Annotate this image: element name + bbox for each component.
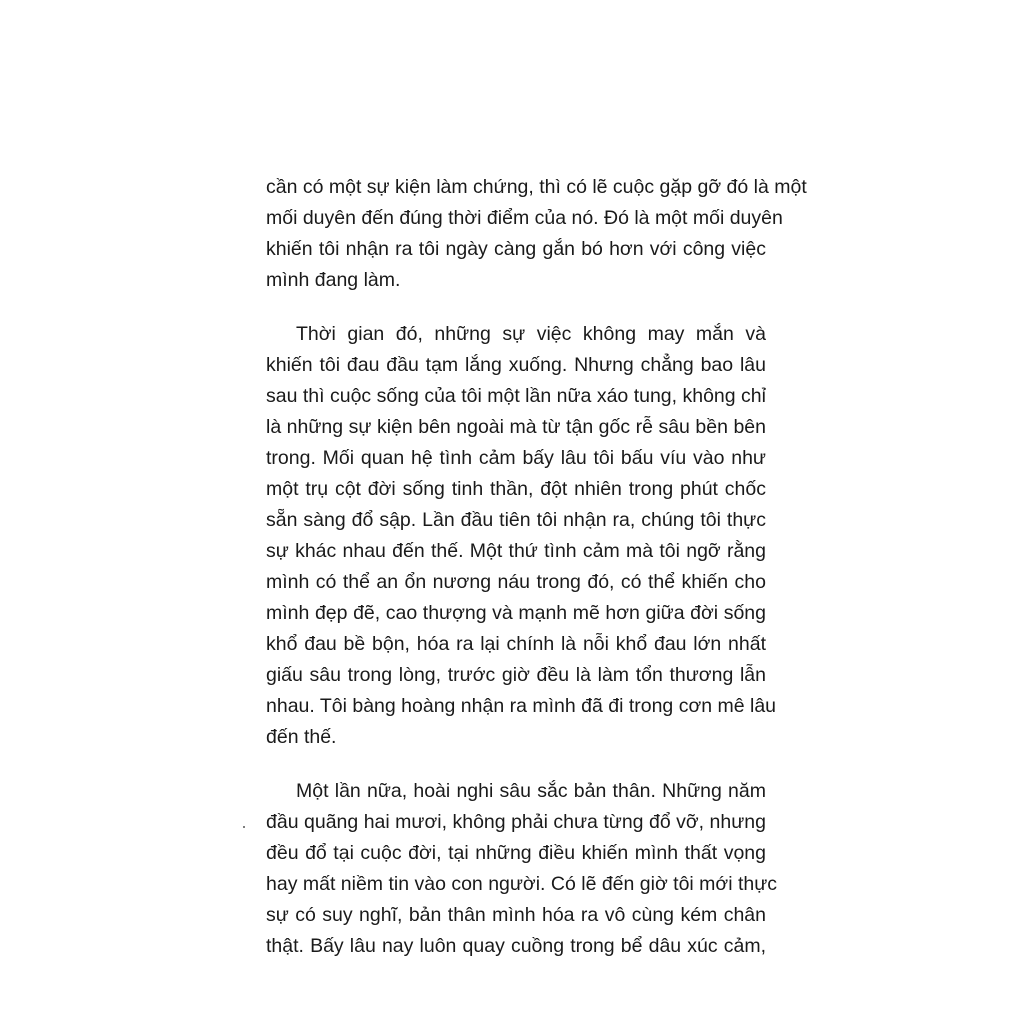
- text-line: trong. Mối quan hệ tình cảm bấy lâu tôi bấu víu vào như: [266, 447, 766, 469]
- text-line: đến thế.: [266, 726, 337, 748]
- text-line: mình có thể an ổn nương náu trong đó, có thể khiến cho: [266, 571, 766, 593]
- paragraph-gap: [266, 753, 766, 776]
- text-line: Một lần nữa, hoài nghi sâu sắc bản thân. Những năm: [296, 780, 766, 802]
- paragraph-3: [266, 776, 778, 962]
- paragraph-1: [266, 172, 807, 296]
- paragraph-2: [266, 319, 777, 753]
- text-line: mình đẹp đẽ, cao thượng và mạnh mẽ hơn giữa đời sống: [266, 602, 766, 624]
- text-line: nhau. Tôi bàng hoàng nhận ra mình đã đi trong cơn mê lâu: [266, 695, 777, 717]
- text-line: hay mất niềm tin vào con người. Có lẽ đến giờ tôi mới thực: [266, 873, 778, 895]
- paper-speck: [243, 826, 245, 828]
- text-line: mối duyên đến đúng thời điểm của nó. Đó là một mối duyên: [266, 207, 783, 229]
- body-text: [266, 172, 807, 962]
- text-line: giấu sâu trong lòng, trước giờ đều là làm tổn thương lẫn: [266, 664, 766, 686]
- text-line: sự khác nhau đến thế. Một thứ tình cảm mà tôi ngỡ rằng: [266, 540, 766, 562]
- text-line: cần có một sự kiện làm chứng, thì có lẽ cuộc gặp gỡ đó là một: [266, 176, 807, 198]
- text-line: đầu quãng hai mươi, không phải chưa từng đổ vỡ, nhưng: [266, 811, 766, 833]
- text-line: mình đang làm.: [266, 269, 401, 291]
- text-line: khiến tôi đau đầu tạm lắng xuống. Nhưng chẳng bao lâu: [266, 354, 766, 376]
- text-line: sau thì cuộc sống của tôi một lần nữa xáo tung, không chỉ: [266, 385, 766, 407]
- text-line: sự có suy nghĩ, bản thân mình hóa ra vô cùng kém chân: [266, 904, 766, 926]
- text-line: Thời gian đó, những sự việc không may mắn và: [296, 323, 766, 345]
- text-line: đều đổ tại cuộc đời, tại những điều khiến mình thất vọng: [266, 842, 766, 864]
- text-line: là những sự kiện bên ngoài mà từ tận gốc rễ sâu bền bên: [266, 416, 766, 438]
- paragraph-gap: [266, 296, 766, 319]
- text-line: thật. Bấy lâu nay luôn quay cuồng trong bể dâu xúc cảm,: [266, 935, 766, 957]
- text-line: khổ đau bề bộn, hóa ra lại chính là nỗi khổ đau lớn nhất: [266, 633, 766, 655]
- text-line: sẵn sàng đổ sập. Lần đầu tiên tôi nhận ra, chúng tôi thực: [266, 509, 766, 531]
- text-line: một trụ cột đời sống tinh thần, đột nhiên trong phút chốc: [266, 478, 766, 500]
- text-line: khiến tôi nhận ra tôi ngày càng gắn bó hơn với công việc: [266, 238, 766, 260]
